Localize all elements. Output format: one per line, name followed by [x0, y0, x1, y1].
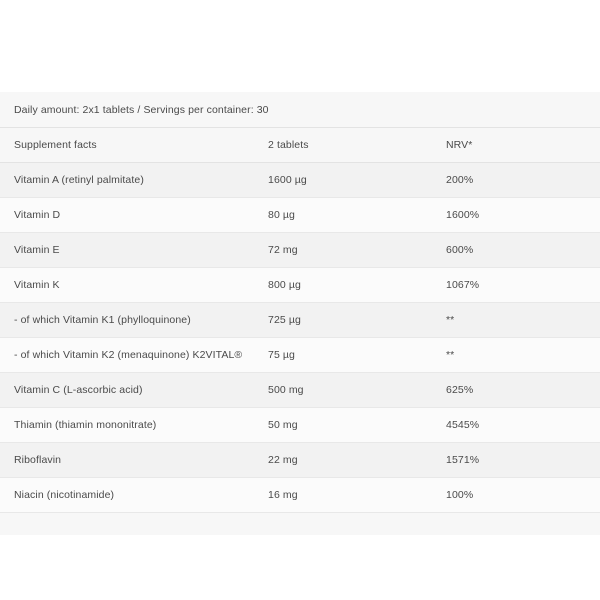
table-row: [0, 478, 600, 513]
row-name: Vitamin D: [14, 209, 61, 221]
supplement-facts-panel: [0, 92, 600, 535]
column-header-nrv: NRV*: [446, 139, 473, 151]
table-row: [0, 233, 600, 268]
row-amount: 500 mg: [268, 384, 304, 396]
row-nrv: 200%: [446, 174, 474, 186]
row-name: Thiamin (thiamin mononitrate): [14, 419, 157, 431]
row-name: Vitamin K: [14, 279, 60, 291]
row-amount: 1600 µg: [268, 174, 307, 186]
row-amount: 16 mg: [268, 489, 298, 501]
row-nrv: 1571%: [446, 454, 480, 466]
table-row: [0, 268, 600, 303]
table-row: [0, 163, 600, 198]
table-row: [0, 303, 600, 338]
panel-bottom-spacer: [0, 513, 600, 535]
row-nrv: 625%: [446, 384, 474, 396]
table-body: [0, 163, 600, 513]
row-name: Vitamin E: [14, 244, 60, 256]
column-header-name: Supplement facts: [14, 139, 97, 151]
row-nrv: 4545%: [446, 419, 480, 431]
row-name: Vitamin C (L-ascorbic acid): [14, 384, 143, 396]
table-row: [0, 373, 600, 408]
row-nrv: 1067%: [446, 279, 480, 291]
table-row: [0, 338, 600, 373]
table-header-row: [0, 128, 600, 163]
row-name: Niacin (nicotinamide): [14, 489, 115, 501]
row-nrv: **: [446, 349, 455, 361]
row-name: Vitamin A (retinyl palmitate): [14, 174, 144, 186]
table-row: [0, 198, 600, 233]
table-row: [0, 408, 600, 443]
row-nrv: 1600%: [446, 209, 480, 221]
row-name: Riboflavin: [14, 454, 62, 466]
row-amount: 72 mg: [268, 244, 298, 256]
row-name: - of which Vitamin K1 (phylloquinone): [14, 314, 191, 326]
supplement-facts-table: [0, 127, 600, 513]
row-amount: 22 mg: [268, 454, 298, 466]
row-amount: 725 µg: [268, 314, 301, 326]
column-header-amount: 2 tablets: [268, 139, 309, 151]
row-amount: 80 µg: [268, 209, 295, 221]
row-amount: 50 mg: [268, 419, 298, 431]
row-amount: 75 µg: [268, 349, 295, 361]
table-row: [0, 443, 600, 478]
row-nrv: **: [446, 314, 455, 326]
row-nrv: 100%: [446, 489, 474, 501]
row-nrv: 600%: [446, 244, 474, 256]
row-amount: 800 µg: [268, 279, 301, 291]
table-header: [0, 128, 600, 163]
daily-amount-text: Daily amount: 2x1 tablets / Servings per container: 30: [14, 104, 269, 116]
row-name: - of which Vitamin K2 (menaquinone) K2VITAL®: [14, 349, 243, 361]
